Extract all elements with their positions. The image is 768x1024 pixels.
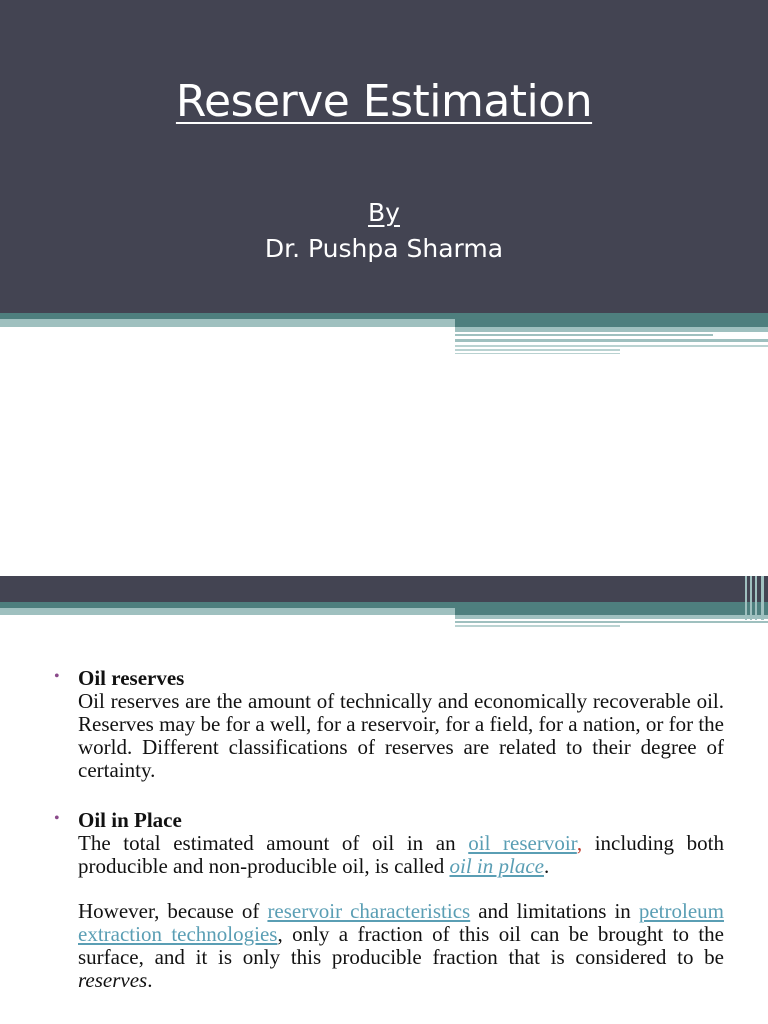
bullet-oil-in-place: [52, 808, 724, 992]
bullet-dot-icon: •: [54, 668, 60, 685]
section-heading: Oil reserves: [78, 666, 185, 690]
byline-label: By: [368, 198, 400, 227]
link-reservoir-characteristics[interactable]: reservoir characteristics: [267, 899, 471, 923]
section-paragraph: [78, 832, 724, 878]
link-petroleum-extraction-technologies[interactable]: petroleum extraction technologies: [78, 899, 724, 946]
text-run: .: [543, 854, 550, 878]
content-slide-header: [0, 576, 768, 602]
text-run: However, because of: [78, 899, 268, 923]
content-slide: [0, 576, 768, 1024]
section-paragraph: [78, 900, 724, 992]
text-run: ,: [576, 831, 583, 855]
slide-content: [52, 666, 724, 992]
text-run: The total estimated amount of oil in an: [78, 831, 469, 855]
section-heading: Oil in Place: [78, 808, 182, 832]
section-paragraph: Oil reserves are the amount of technically and economically recoverable oil. Reserves may be for a well, for a reservoir, for a field, for a nation, or for the world. Different classifications of reserves are related to their degree of certainty.: [78, 689, 724, 782]
author-name: Dr. Pushpa Sharma: [264, 234, 504, 263]
slide-title: Reserve Estimation: [175, 76, 593, 127]
bullet-dot-icon: •: [54, 810, 60, 827]
text-run: .: [147, 968, 153, 992]
link-oil-in-place[interactable]: oil in place: [449, 854, 544, 878]
bullet-oil-reserves: [52, 666, 724, 782]
title-slide-header: [0, 0, 768, 313]
emphasis-reserves: reserves: [78, 968, 148, 992]
text-run: and limitations in: [470, 899, 639, 923]
text-run: including both producible and non-producible oil, is called: [78, 831, 724, 878]
text-run: , only a fraction of this oil can be brought to the surface, and it is only this producible fraction that is considered to be: [78, 922, 724, 969]
link-oil-reservoir[interactable]: oil reservoir: [468, 831, 577, 855]
